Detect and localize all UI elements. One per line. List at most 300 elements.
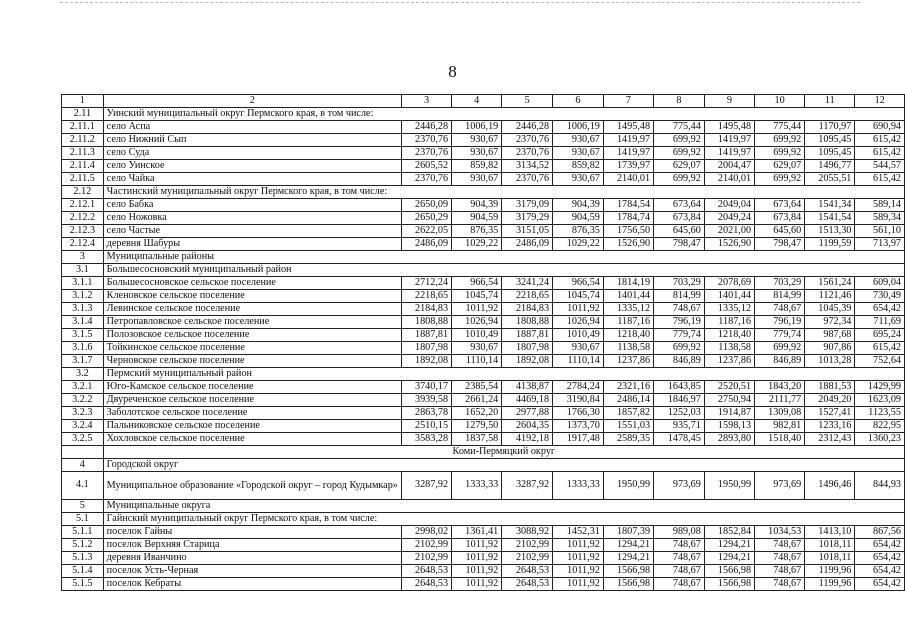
value-cell: 2863,78: [401, 407, 451, 420]
value-cell: 645,60: [654, 225, 705, 238]
table-row: [62, 407, 905, 420]
column-number-cell: 1: [62, 95, 104, 108]
value-cell: 1807,98: [401, 342, 451, 355]
column-number-cell: 3: [401, 95, 451, 108]
value-cell: 2998,02: [401, 526, 451, 539]
value-cell: 987,68: [805, 329, 855, 342]
value-cell: 2049,04: [704, 199, 754, 212]
row-code-cell: 2.12.4: [62, 238, 104, 251]
value-cell: 2184,83: [502, 303, 553, 316]
value-cell: 1252,03: [654, 407, 705, 420]
value-cell: 1294,21: [704, 552, 754, 565]
value-cell: 629,07: [755, 160, 805, 173]
settlement-name-cell: деревня Шабуры: [103, 238, 401, 251]
value-cell: 699,92: [755, 173, 805, 186]
value-cell: 2370,76: [502, 147, 553, 160]
value-cell: 699,92: [654, 342, 705, 355]
value-cell: 930,67: [553, 342, 604, 355]
table-row: [62, 277, 905, 290]
value-cell: 1495,48: [704, 121, 754, 134]
table-row: [62, 225, 905, 238]
value-cell: 1784,54: [603, 199, 653, 212]
section-header-row: [62, 251, 905, 264]
row-code-cell: 2.12: [62, 186, 104, 199]
value-cell: 1814,19: [603, 277, 653, 290]
value-cell: 1496,46: [805, 472, 855, 500]
value-cell: 904,39: [553, 199, 604, 212]
settlement-name-cell: Большесосновское сельское поселение: [103, 277, 401, 290]
value-cell: 1419,97: [704, 147, 754, 160]
row-code-cell: 5: [62, 500, 104, 513]
row-code-cell: 3.2.2: [62, 394, 104, 407]
value-cell: 654,42: [855, 303, 905, 316]
row-code-cell: 3.1.2: [62, 290, 104, 303]
value-cell: 2078,69: [704, 277, 754, 290]
value-cell: 779,74: [755, 329, 805, 342]
value-cell: 1018,11: [805, 552, 855, 565]
value-cell: 1452,31: [553, 526, 604, 539]
value-cell: 615,42: [855, 173, 905, 186]
value-cell: 1756,50: [603, 225, 653, 238]
value-cell: 1333,33: [553, 472, 604, 500]
settlement-name-cell: Двуреченское сельское поселение: [103, 394, 401, 407]
value-cell: 1110,14: [452, 355, 502, 368]
value-cell: 935,71: [654, 420, 705, 433]
value-cell: 1095,45: [805, 134, 855, 147]
value-cell: 966,54: [452, 277, 502, 290]
settlement-name-cell: Петропавловское сельское поселение: [103, 316, 401, 329]
value-cell: 3179,09: [502, 199, 553, 212]
value-cell: 1401,44: [704, 290, 754, 303]
value-cell: 876,35: [452, 225, 502, 238]
table-row: [62, 134, 905, 147]
value-cell: 1011,92: [452, 578, 502, 591]
settlement-name-cell: село Нижний Сып: [103, 134, 401, 147]
value-cell: 1218,40: [704, 329, 754, 342]
value-cell: 972,34: [805, 316, 855, 329]
settlement-name-cell: деревня Иванчино: [103, 552, 401, 565]
value-cell: 1011,92: [452, 303, 502, 316]
value-cell: 1010,49: [553, 329, 604, 342]
value-cell: 1807,39: [603, 526, 653, 539]
row-code-cell: 3.1: [62, 264, 104, 277]
value-cell: 690,94: [855, 121, 905, 134]
table-row: [62, 552, 905, 565]
row-code-cell: 2.11.3: [62, 147, 104, 160]
value-cell: 3134,52: [502, 160, 553, 173]
value-cell: 2648,53: [401, 578, 451, 591]
value-cell: 775,44: [755, 121, 805, 134]
value-cell: 748,67: [654, 303, 705, 316]
value-cell: 3287,92: [401, 472, 451, 500]
value-cell: 673,64: [755, 199, 805, 212]
value-cell: 1011,92: [553, 303, 604, 316]
value-cell: 1843,20: [755, 381, 805, 394]
settlement-name-cell: поселок Кебраты: [103, 578, 401, 591]
table-row: [62, 420, 905, 433]
value-cell: 711,69: [855, 316, 905, 329]
value-cell: 798,47: [755, 238, 805, 251]
value-cell: 1045,39: [805, 303, 855, 316]
value-cell: 1011,92: [553, 552, 604, 565]
value-cell: 904,59: [553, 212, 604, 225]
value-cell: 3088,92: [502, 526, 553, 539]
row-code-cell: 2.11.4: [62, 160, 104, 173]
settlement-name-cell: Тойкинское сельское поселение: [103, 342, 401, 355]
value-cell: 1808,88: [502, 316, 553, 329]
row-code-cell: 4.1: [62, 472, 104, 500]
section-header-row: [62, 446, 905, 459]
table-row: [62, 147, 905, 160]
table-row: [62, 381, 905, 394]
value-cell: 645,60: [755, 225, 805, 238]
table-row: [62, 342, 905, 355]
value-cell: 2218,65: [401, 290, 451, 303]
table-row: [62, 329, 905, 342]
value-cell: 1413,10: [805, 526, 855, 539]
row-code-cell: 3.2.5: [62, 433, 104, 446]
settlement-name-cell: Полозовское сельское поселение: [103, 329, 401, 342]
table-row: [62, 565, 905, 578]
value-cell: 2218,65: [502, 290, 553, 303]
value-cell: 798,47: [654, 238, 705, 251]
value-cell: 1029,22: [553, 238, 604, 251]
value-cell: 2312,43: [805, 433, 855, 446]
value-cell: 1917,48: [553, 433, 604, 446]
value-cell: 1566,98: [603, 578, 653, 591]
row-code-cell: 2.12.3: [62, 225, 104, 238]
section-title-cell: Частинский муниципальный округ Пермского края, в том числе:: [103, 186, 904, 199]
value-cell: 930,67: [452, 342, 502, 355]
row-code-cell: 3.2.4: [62, 420, 104, 433]
table-row: [62, 316, 905, 329]
table-body: [62, 95, 905, 591]
value-cell: 973,69: [654, 472, 705, 500]
settlement-name-cell: Черновское сельское поселение: [103, 355, 401, 368]
table-row: [62, 394, 905, 407]
value-cell: 730,49: [855, 290, 905, 303]
value-cell: 752,64: [855, 355, 905, 368]
value-cell: 1739,97: [603, 160, 653, 173]
value-cell: 1950,99: [603, 472, 653, 500]
value-cell: 2049,20: [805, 394, 855, 407]
value-cell: 748,67: [755, 303, 805, 316]
value-cell: 822,95: [855, 420, 905, 433]
column-number-cell: 8: [654, 95, 705, 108]
row-code-cell: 5.1.1: [62, 526, 104, 539]
value-cell: 1852,84: [704, 526, 754, 539]
value-cell: 2102,99: [401, 539, 451, 552]
tariff-table: [61, 94, 905, 591]
value-cell: 1199,59: [805, 238, 855, 251]
value-cell: 1551,03: [603, 420, 653, 433]
value-cell: 1045,74: [452, 290, 502, 303]
row-code-cell: 2.11.1: [62, 121, 104, 134]
value-cell: 2021,00: [704, 225, 754, 238]
value-cell: 1495,48: [603, 121, 653, 134]
row-code-cell: 5.1.2: [62, 539, 104, 552]
row-code-cell: 2.11: [62, 108, 104, 121]
value-cell: 703,29: [654, 277, 705, 290]
value-cell: 930,67: [553, 134, 604, 147]
value-cell: 2648,53: [502, 578, 553, 591]
value-cell: 1233,16: [805, 420, 855, 433]
value-cell: 699,92: [654, 134, 705, 147]
value-cell: 1029,22: [452, 238, 502, 251]
value-cell: 1218,40: [603, 329, 653, 342]
value-cell: 1623,09: [855, 394, 905, 407]
value-cell: 1887,81: [502, 329, 553, 342]
value-cell: 1011,92: [452, 552, 502, 565]
value-cell: 2102,99: [401, 552, 451, 565]
value-cell: 846,89: [755, 355, 805, 368]
value-cell: 3583,28: [401, 433, 451, 446]
value-cell: 1527,41: [805, 407, 855, 420]
value-cell: 2750,94: [704, 394, 754, 407]
value-cell: 1123,55: [855, 407, 905, 420]
value-cell: 1170,97: [805, 121, 855, 134]
value-cell: 2184,83: [401, 303, 451, 316]
value-cell: 2648,53: [401, 565, 451, 578]
value-cell: 1837,58: [452, 433, 502, 446]
value-cell: 1766,30: [553, 407, 604, 420]
value-cell: 1496,77: [805, 160, 855, 173]
value-cell: 2004,47: [704, 160, 754, 173]
value-cell: 1518,40: [755, 433, 805, 446]
table-row: [62, 303, 905, 316]
value-cell: 2648,53: [502, 565, 553, 578]
value-cell: 2650,29: [401, 212, 451, 225]
section-header-row: [62, 264, 905, 277]
value-cell: 1881,53: [805, 381, 855, 394]
value-cell: 1335,12: [704, 303, 754, 316]
value-cell: 796,19: [654, 316, 705, 329]
row-code-cell: [62, 446, 104, 459]
value-cell: 1541,34: [805, 199, 855, 212]
table-row: [62, 433, 905, 446]
row-code-cell: 3.1.1: [62, 277, 104, 290]
value-cell: 748,67: [755, 578, 805, 591]
section-header-row: [62, 186, 905, 199]
section-title-cell: Гайнский муниципальный округ Пермского края, в том числе:: [103, 513, 904, 526]
value-cell: 1006,19: [553, 121, 604, 134]
value-cell: 2486,09: [401, 238, 451, 251]
value-cell: 2446,28: [401, 121, 451, 134]
value-cell: 4138,87: [502, 381, 553, 394]
value-cell: 2893,80: [704, 433, 754, 446]
value-cell: 1419,97: [603, 147, 653, 160]
value-cell: 2605,52: [401, 160, 451, 173]
value-cell: 699,92: [755, 134, 805, 147]
value-cell: 907,86: [805, 342, 855, 355]
value-cell: 2370,76: [502, 173, 553, 186]
value-cell: 4469,18: [502, 394, 553, 407]
table-row: [62, 578, 905, 591]
value-cell: 2977,88: [502, 407, 553, 420]
table-row: [62, 173, 905, 186]
value-cell: 654,42: [855, 565, 905, 578]
value-cell: 699,92: [755, 342, 805, 355]
value-cell: 1333,33: [452, 472, 502, 500]
value-cell: 1199,96: [805, 578, 855, 591]
value-cell: 779,74: [654, 329, 705, 342]
row-code-cell: 3.2.3: [62, 407, 104, 420]
value-cell: 1914,87: [704, 407, 754, 420]
section-header-row: [62, 108, 905, 121]
value-cell: 2102,99: [502, 552, 553, 565]
value-cell: 3241,24: [502, 277, 553, 290]
value-cell: 2102,99: [502, 539, 553, 552]
value-cell: 3179,29: [502, 212, 553, 225]
row-code-cell: 3.2.1: [62, 381, 104, 394]
value-cell: 1026,94: [452, 316, 502, 329]
value-cell: 615,42: [855, 342, 905, 355]
value-cell: 748,67: [654, 539, 705, 552]
value-cell: 1478,45: [654, 433, 705, 446]
value-cell: 1808,88: [401, 316, 451, 329]
value-cell: 867,56: [855, 526, 905, 539]
table-row: [62, 121, 905, 134]
value-cell: 2385,54: [452, 381, 502, 394]
value-cell: 673,84: [654, 212, 705, 225]
value-cell: 1526,90: [704, 238, 754, 251]
row-code-cell: 3.1.5: [62, 329, 104, 342]
value-cell: 1294,21: [704, 539, 754, 552]
value-cell: 748,67: [755, 565, 805, 578]
value-cell: 1011,92: [553, 565, 604, 578]
value-cell: 876,35: [553, 225, 604, 238]
settlement-name-cell: Юго-Камское сельское поселение: [103, 381, 401, 394]
value-cell: 2650,09: [401, 199, 451, 212]
value-cell: 1526,90: [603, 238, 653, 251]
value-cell: 1361,41: [452, 526, 502, 539]
value-cell: 2712,24: [401, 277, 451, 290]
value-cell: 2784,24: [553, 381, 604, 394]
value-cell: 2370,76: [401, 134, 451, 147]
value-cell: 1360,23: [855, 433, 905, 446]
table-row: [62, 212, 905, 225]
row-code-cell: 3: [62, 251, 104, 264]
value-cell: 673,84: [755, 212, 805, 225]
value-cell: 2622,05: [401, 225, 451, 238]
value-cell: 2049,24: [704, 212, 754, 225]
value-cell: 2510,15: [401, 420, 451, 433]
value-cell: 561,10: [855, 225, 905, 238]
value-cell: 699,92: [654, 173, 705, 186]
value-cell: 904,39: [452, 199, 502, 212]
value-cell: 1199,96: [805, 565, 855, 578]
value-cell: 748,67: [755, 539, 805, 552]
row-code-cell: 3.1.4: [62, 316, 104, 329]
value-cell: 1887,81: [401, 329, 451, 342]
value-cell: 1598,13: [704, 420, 754, 433]
row-code-cell: 5.1: [62, 513, 104, 526]
table-row: [62, 472, 905, 500]
value-cell: 814,99: [654, 290, 705, 303]
page-number: 8: [448, 62, 457, 81]
value-cell: 930,67: [452, 147, 502, 160]
column-number-row: [62, 95, 905, 108]
column-number-cell: 10: [755, 95, 805, 108]
value-cell: 1138,58: [603, 342, 653, 355]
row-code-cell: 3.1.7: [62, 355, 104, 368]
value-cell: 1652,20: [452, 407, 502, 420]
table-row: [62, 199, 905, 212]
value-cell: 544,57: [855, 160, 905, 173]
value-cell: 1561,24: [805, 277, 855, 290]
value-cell: 589,14: [855, 199, 905, 212]
column-number-cell: 5: [502, 95, 553, 108]
value-cell: 748,67: [755, 552, 805, 565]
section-title-cell: Пермский муниципальный район: [103, 368, 904, 381]
value-cell: 1018,11: [805, 539, 855, 552]
settlement-name-cell: поселок Гайны: [103, 526, 401, 539]
value-cell: 748,67: [654, 565, 705, 578]
settlement-name-cell: Кленовское сельское поселение: [103, 290, 401, 303]
column-number-cell: 9: [704, 95, 754, 108]
settlement-name-cell: Левинское сельское поселение: [103, 303, 401, 316]
value-cell: 1237,86: [603, 355, 653, 368]
value-cell: 2486,14: [603, 394, 653, 407]
value-cell: 859,82: [452, 160, 502, 173]
value-cell: 1279,50: [452, 420, 502, 433]
value-cell: 1011,92: [452, 539, 502, 552]
row-code-cell: 5.1.5: [62, 578, 104, 591]
value-cell: 2140,01: [603, 173, 653, 186]
value-cell: 4192,18: [502, 433, 553, 446]
value-cell: 1807,98: [502, 342, 553, 355]
section-title-cell: Городской округ: [103, 459, 904, 472]
value-cell: 904,59: [452, 212, 502, 225]
value-cell: 966,54: [553, 277, 604, 290]
value-cell: 2486,09: [502, 238, 553, 251]
value-cell: 1643,85: [654, 381, 705, 394]
value-cell: 2446,28: [502, 121, 553, 134]
value-cell: 973,69: [755, 472, 805, 500]
value-cell: 2589,35: [603, 433, 653, 446]
value-cell: 2111,77: [755, 394, 805, 407]
value-cell: 1950,99: [704, 472, 754, 500]
table-row: [62, 238, 905, 251]
settlement-name-cell: село Суда: [103, 147, 401, 160]
table-row: [62, 290, 905, 303]
value-cell: 846,89: [654, 355, 705, 368]
section-header-row: [62, 500, 905, 513]
value-cell: 2370,76: [401, 173, 451, 186]
settlement-name-cell: село Частые: [103, 225, 401, 238]
section-header-row: [62, 513, 905, 526]
value-cell: 775,44: [654, 121, 705, 134]
settlement-name-cell: Заболотское сельское поселение: [103, 407, 401, 420]
value-cell: 1013,28: [805, 355, 855, 368]
value-cell: 1110,14: [553, 355, 604, 368]
value-cell: 1541,54: [805, 212, 855, 225]
row-code-cell: 2.12.1: [62, 199, 104, 212]
row-code-cell: 5.1.4: [62, 565, 104, 578]
value-cell: 1011,92: [452, 565, 502, 578]
value-cell: 3190,84: [553, 394, 604, 407]
value-cell: 713,97: [855, 238, 905, 251]
value-cell: 1237,86: [704, 355, 754, 368]
value-cell: 1429,99: [855, 381, 905, 394]
table-row: [62, 160, 905, 173]
value-cell: 796,19: [755, 316, 805, 329]
value-cell: 1187,16: [704, 316, 754, 329]
value-cell: 1294,21: [603, 539, 653, 552]
value-cell: 654,42: [855, 552, 905, 565]
settlement-name-cell: село Уинское: [103, 160, 401, 173]
settlement-name-cell: село Бабка: [103, 199, 401, 212]
